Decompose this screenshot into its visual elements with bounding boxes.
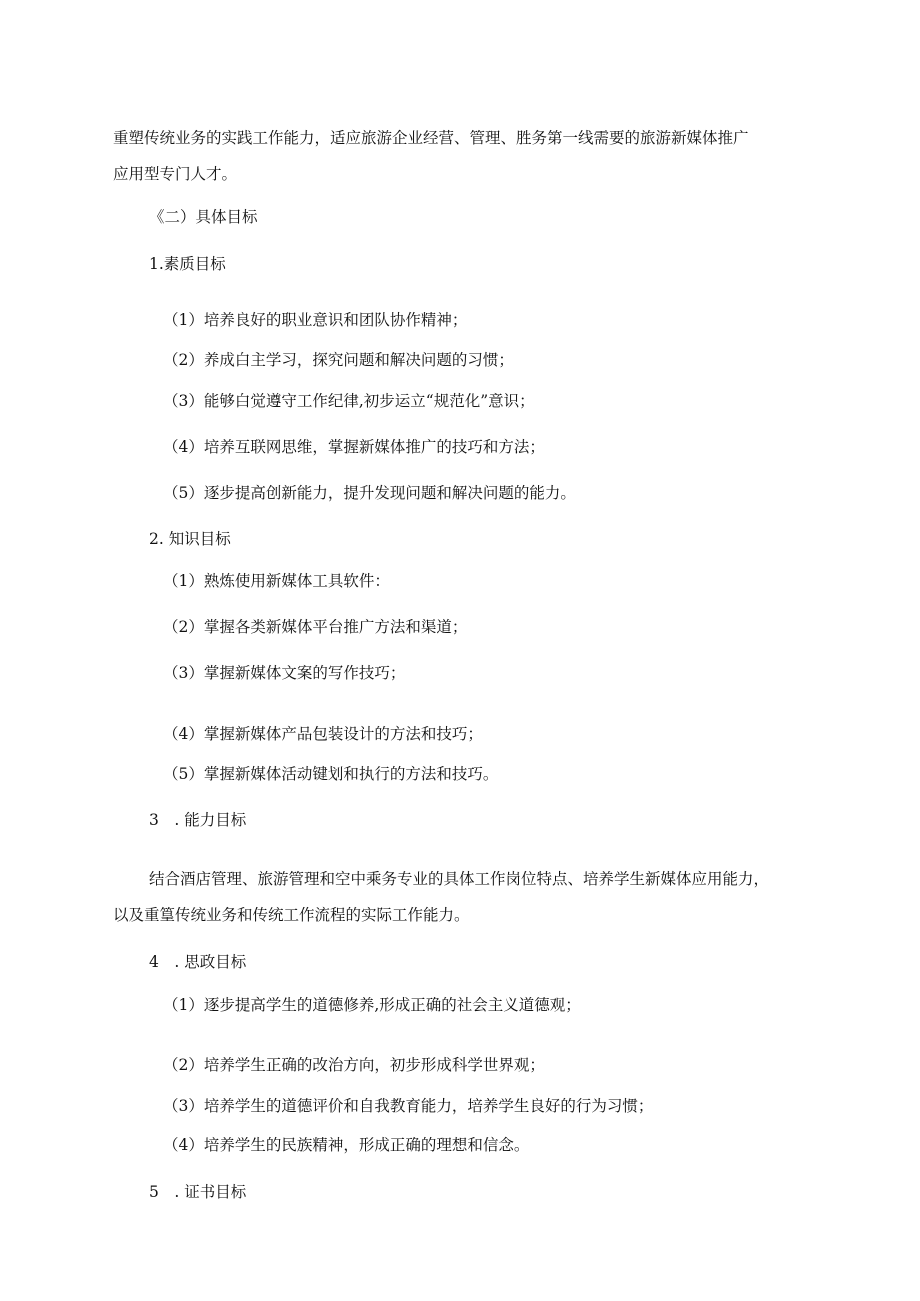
ability-paragraph-line-2: 以及重篁传统业务和传统工作流程的实际工作能力。 [113,906,470,924]
knowledge-goal-item-1: （1）熟炼使用新媒体工具软件： [163,572,390,590]
heading-certificate-goals: 5 . 证书目标 [149,1183,247,1201]
heading-knowledge-goals: 2. 知识目标 [149,530,231,548]
knowledge-goal-item-5: （5）掌握新媒体活动键划和执行的方法和技巧。 [163,765,499,783]
knowledge-goal-item-4: （4）掌握新媒体产品包装设计的方法和技巧； [163,725,483,743]
quality-goal-item-1: （1）培养良好的职业意识和团队协作精神； [163,311,468,329]
heading-quality-goals: 1.素质目标 [149,255,226,273]
intro-paragraph-line-2: 应用型专门人才。 [113,165,238,183]
ideology-goal-item-1: （1）逐步提高学生的道德修养,形成正确的社会主义道德观； [163,996,581,1014]
quality-goal-item-4: （4）培养互联网思维，掌握新媒体推广的技巧和方法； [163,438,545,456]
quality-goal-item-3: （3）能够白觉遵守工作纪律,初步运立“规范化”意识； [163,392,535,410]
ability-paragraph-line-1: 结合酒店管理、旅游管理和空中乘务专业的具体工作岗位特点、培养学生新媒体应用能力， [149,870,770,888]
knowledge-goal-item-2: （2）掌握各类新媒体平台推广方法和渠道； [163,618,468,636]
quality-goal-item-2: （2）养成白主学习，探究问题和解决问题的习惯； [163,351,514,369]
ideology-goal-item-2: （2）培养学生正确的改治方向，初步形成科学世界观； [163,1056,545,1074]
heading-ideology-goals: 4 . 思政目标 [149,953,247,971]
knowledge-goal-item-3: （3）掌握新媒体文案的写作技巧； [163,664,406,682]
intro-paragraph-line-1: 重塑传统业务的实践工作能力，适应旅游企业经营、管理、胜务第一线需要的旅游新媒体推广 [113,129,749,147]
heading-ability-goals: 3 . 能力目标 [149,811,247,829]
quality-goal-item-5: （5）逐步提高创新能力，提升发现问题和解决问题的能力。 [163,484,576,502]
ideology-goal-item-3: （3）培养学生的道德评价和自我教育能力，培养学生良好的行为习惯； [163,1097,654,1115]
ideology-goal-item-4: （4）培养学生的民族精神，形成正确的理想和信念。 [163,1136,530,1154]
section-heading-specific-goals: 《二）具体目标 [149,208,258,226]
